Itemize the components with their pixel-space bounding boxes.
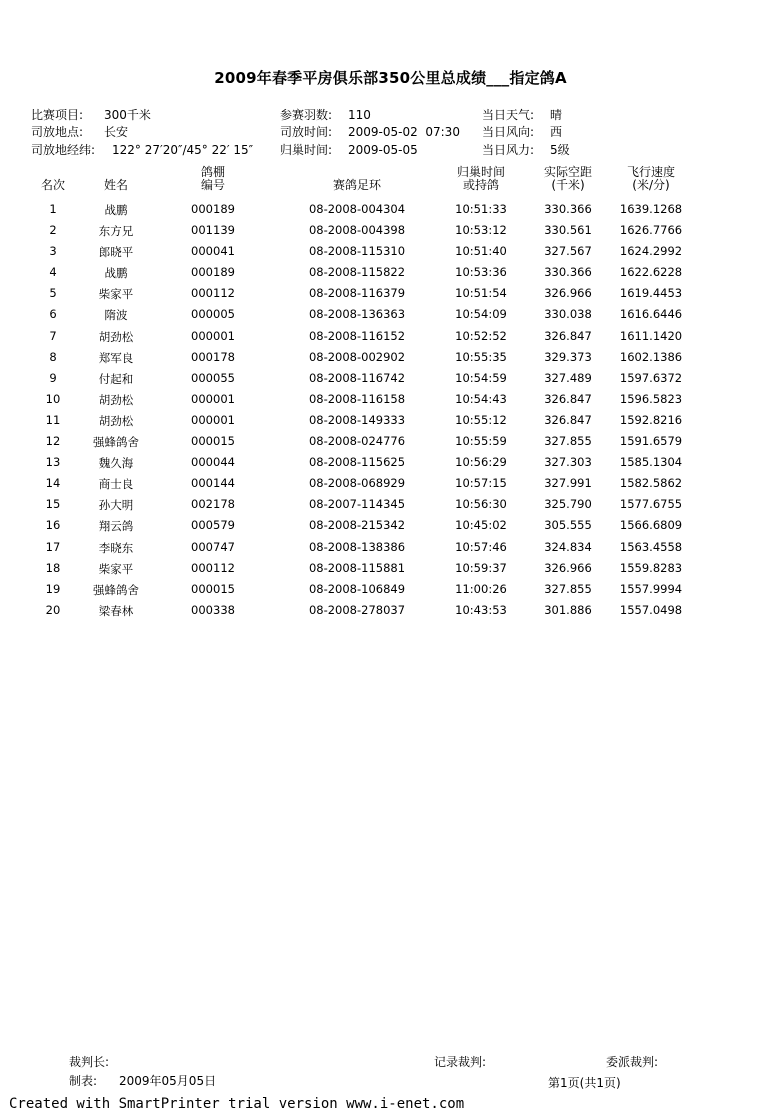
name-cell: 隋波 [104,308,128,323]
table-row [0,515,781,536]
name-cell: 胡劲松 [98,413,134,428]
ring-cell: 08-2008-215342 [308,518,406,533]
table-row [0,389,781,410]
rank-cell: 8 [49,349,57,364]
name-cell: 强蜂鸽舍 [93,435,139,450]
ring-cell: 08-2008-116379 [308,286,406,301]
table-row [0,473,781,494]
time-cell: 10:45:02 [455,518,507,533]
delegate-label: 委派裁判: [606,1055,659,1069]
name-cell: 战鹏 [104,203,128,217]
loft-cell: 000001 [191,391,235,406]
ring-cell: 08-2008-116158 [308,391,406,406]
table-row [0,558,781,579]
speed-cell: 1557.0498 [619,602,683,617]
time-cell: 10:59:37 [455,560,507,575]
loft-cell: 000747 [191,539,235,554]
coords-value: 122° 27′20″/45° 22′ 15″ [112,143,254,157]
speed-cell: 1592.8216 [619,412,683,427]
distance-cell: 324.834 [544,539,592,554]
table-row [0,199,781,220]
speed-cell: 1597.6372 [619,370,683,385]
return-time-label: 归巢时间: [280,143,333,157]
report-title: 2009年春季平房俱乐部350公里总成绩___指定鸽A [214,69,567,87]
release-time-label: 司放时间: [280,125,333,139]
distance-cell: 330.366 [544,202,592,216]
distance-cell: 327.991 [544,476,592,491]
loft-cell: 000001 [191,328,235,343]
name-cell: 柴家平 [98,287,134,302]
header-rank: 名次 [40,178,65,192]
table-row [0,600,781,621]
ring-cell: 08-2008-136363 [308,307,406,322]
name-cell: 胡劲松 [98,392,134,407]
rank-cell: 19 [45,581,61,596]
loft-cell: 002178 [191,497,235,512]
time-cell: 10:53:12 [455,223,507,238]
table-row [0,283,781,304]
coords-label: 司放地经纬: [31,143,96,157]
loft-cell: 000005 [191,307,235,322]
distance-cell: 330.366 [544,265,592,280]
ring-cell: 08-2008-278037 [308,602,406,617]
ring-cell: 08-2008-149333 [308,412,406,427]
header-loft-line2: 编号 [200,178,225,192]
distance-cell: 325.790 [544,497,592,512]
rank-cell: 15 [45,497,61,512]
speed-cell: 1559.8283 [619,560,683,575]
time-cell: 10:56:30 [455,497,507,512]
distance-cell: 326.847 [544,412,592,427]
header-distance-line1: 实际空距 [543,165,592,179]
time-cell: 10:54:09 [455,307,507,322]
name-cell: 付起和 [98,371,134,386]
time-cell: 10:43:53 [455,602,507,617]
recorder-label: 记录裁判: [434,1055,487,1069]
name-cell: 魏久海 [98,456,134,471]
header-distance [535,166,601,192]
speed-cell: 1619.4453 [619,286,683,301]
rank-cell: 7 [49,328,57,343]
ring-cell: 08-2008-106849 [308,581,406,596]
speed-cell: 1582.5862 [619,476,683,491]
speed-cell: 1611.1420 [619,328,683,343]
distance-cell: 327.855 [544,434,592,449]
ring-cell: 08-2008-115625 [308,455,406,470]
loft-cell: 000189 [191,265,235,280]
name-cell: 郎晓平 [98,245,134,260]
header-ring: 赛鸽足环 [332,178,381,192]
table-row [0,431,781,452]
table-row [0,410,781,431]
distance-cell: 326.847 [544,391,592,406]
loft-cell: 000001 [191,412,235,427]
distance-cell: 330.038 [544,307,592,322]
time-cell: 10:52:52 [455,328,507,343]
release-time-value: 2009-05-02 07:30 [348,125,460,139]
rank-cell: 18 [45,560,61,575]
time-cell: 10:55:12 [455,412,507,427]
release-site-label: 司放地点: [31,125,84,139]
loft-cell: 000189 [191,202,235,216]
rank-cell: 12 [45,434,61,449]
loft-cell: 000338 [191,602,235,617]
loft-cell: 001139 [191,223,235,238]
header-time-line2: 或持鸽 [462,178,499,192]
distance-cell: 329.373 [544,349,592,364]
time-cell: 10:56:29 [455,455,507,470]
table-row [0,452,781,473]
speed-cell: 1622.6228 [619,265,683,280]
wind-force-label: 当日风力: [482,143,535,157]
speed-cell: 1624.2992 [619,244,683,259]
birds-value: 110 [348,108,371,122]
header-speed-line2: (米/分) [632,178,670,192]
name-cell: 郑军良 [98,350,134,365]
time-cell: 10:51:33 [455,202,507,216]
rank-cell: 3 [49,244,57,259]
ring-cell: 08-2007-114345 [308,497,406,512]
speed-cell: 1557.9994 [619,581,683,596]
speed-cell: 1639.1268 [619,202,683,216]
distance-cell: 301.886 [544,602,592,617]
ring-cell: 08-2008-004304 [308,202,406,216]
page-number: 第1页(共1页) [548,1076,621,1090]
table-row [0,220,781,241]
name-cell: 强蜂鸽舍 [93,582,139,597]
distance-cell: 327.303 [544,455,592,470]
chief-judge-label: 裁判长: [69,1055,110,1069]
rank-cell: 5 [49,286,57,301]
speed-cell: 1577.6755 [619,497,683,512]
time-cell: 10:54:43 [455,391,507,406]
distance-cell: 305.555 [544,518,592,533]
speed-cell: 1591.6579 [619,434,683,449]
distance-cell: 326.966 [544,286,592,301]
table-row [0,537,781,558]
event-label: 比赛项目: [31,108,84,122]
ring-cell: 08-2008-138386 [308,539,406,554]
name-cell: 李晓东 [98,540,134,555]
name-cell: 战鹏 [104,266,128,281]
header-loft-line1: 鸽棚 [200,165,225,179]
wind-dir-value: 西 [550,125,563,139]
time-cell: 10:57:46 [455,539,507,554]
loft-cell: 000015 [191,581,235,596]
table-row [0,241,781,262]
name-cell: 孙大明 [98,498,134,513]
speed-cell: 1616.6446 [619,307,683,322]
name-cell: 柴家平 [98,561,134,576]
ring-cell: 08-2008-116152 [308,328,406,343]
table-row [0,262,781,283]
wind-dir-label: 当日风向: [482,125,535,139]
name-cell: 翔云鸽 [98,519,134,534]
weather-label: 当日天气: [482,108,535,122]
loft-cell: 000044 [191,455,235,470]
name-cell: 东方兄 [98,224,134,239]
loft-cell: 000041 [191,244,235,259]
rank-cell: 2 [49,223,57,238]
distance-cell: 330.561 [544,223,592,238]
speed-cell: 1566.6809 [619,518,683,533]
loft-cell: 000579 [191,518,235,533]
time-cell: 10:51:54 [455,286,507,301]
ring-cell: 08-2008-024776 [308,434,406,449]
ring-cell: 08-2008-115881 [308,560,406,575]
rank-cell: 17 [45,539,61,554]
table-row [0,579,781,600]
table-row [0,368,781,389]
time-cell: 10:53:36 [455,265,507,280]
rank-cell: 9 [49,370,57,385]
time-cell: 10:55:59 [455,434,507,449]
rank-cell: 10 [45,391,61,406]
table-row [0,347,781,368]
distance-cell: 327.489 [544,370,592,385]
release-site-value: 长安 [104,125,129,139]
weather-value: 晴 [550,108,563,122]
speed-cell: 1602.1386 [619,349,683,364]
header-time-line1: 归巢时间 [456,165,505,179]
header-name: 姓名 [103,178,128,192]
header-speed [606,166,696,192]
loft-cell: 000055 [191,370,235,385]
loft-cell: 000112 [191,560,235,575]
time-cell: 10:55:35 [455,349,507,364]
table-row [0,326,781,347]
rank-cell: 20 [45,602,61,617]
rank-cell: 11 [45,412,61,427]
time-cell: 11:00:26 [455,581,507,596]
ring-cell: 08-2008-068929 [308,476,406,491]
prepared-date: 2009年05月05日 [119,1074,217,1088]
rank-cell: 6 [49,307,57,322]
table-row [0,494,781,515]
name-cell: 商士良 [98,477,134,492]
speed-cell: 1563.4558 [619,539,683,554]
rank-cell: 14 [45,476,61,491]
ring-cell: 08-2008-115822 [308,265,406,280]
watermark-text: Created with SmartPrinter trial version www.i-enet.com [9,1096,465,1112]
birds-label: 参赛羽数: [280,108,333,122]
header-distance-line2: (千米) [551,178,585,192]
table-row [0,304,781,325]
results-table [0,199,781,621]
header-time [446,166,516,192]
distance-cell: 326.966 [544,560,592,575]
speed-cell: 1585.1304 [619,455,683,470]
ring-cell: 08-2008-115310 [308,244,406,259]
time-cell: 10:57:15 [455,476,507,491]
return-time-value: 2009-05-05 [348,143,418,157]
rank-cell: 13 [45,455,61,470]
event-value: 300千米 [104,108,151,122]
name-cell: 胡劲松 [98,329,134,344]
time-cell: 10:54:59 [455,370,507,385]
rank-cell: 4 [49,265,57,280]
rank-cell: 16 [45,518,61,533]
wind-force-value: 5级 [550,143,570,157]
ring-cell: 08-2008-116742 [308,370,406,385]
header-speed-line1: 飞行速度 [626,165,675,179]
distance-cell: 326.847 [544,328,592,343]
loft-cell: 000178 [191,349,235,364]
header-loft [182,166,244,192]
distance-cell: 327.567 [544,244,592,259]
loft-cell: 000144 [191,476,235,491]
name-cell: 梁春林 [98,603,134,618]
distance-cell: 327.855 [544,581,592,596]
speed-cell: 1626.7766 [619,223,683,238]
speed-cell: 1596.5823 [619,391,683,406]
prepared-label: 制表: [69,1074,98,1088]
ring-cell: 08-2008-004398 [308,223,406,238]
rank-cell: 1 [49,202,57,216]
time-cell: 10:51:40 [455,244,507,259]
loft-cell: 000112 [191,286,235,301]
ring-cell: 08-2008-002902 [308,349,406,364]
loft-cell: 000015 [191,434,235,449]
